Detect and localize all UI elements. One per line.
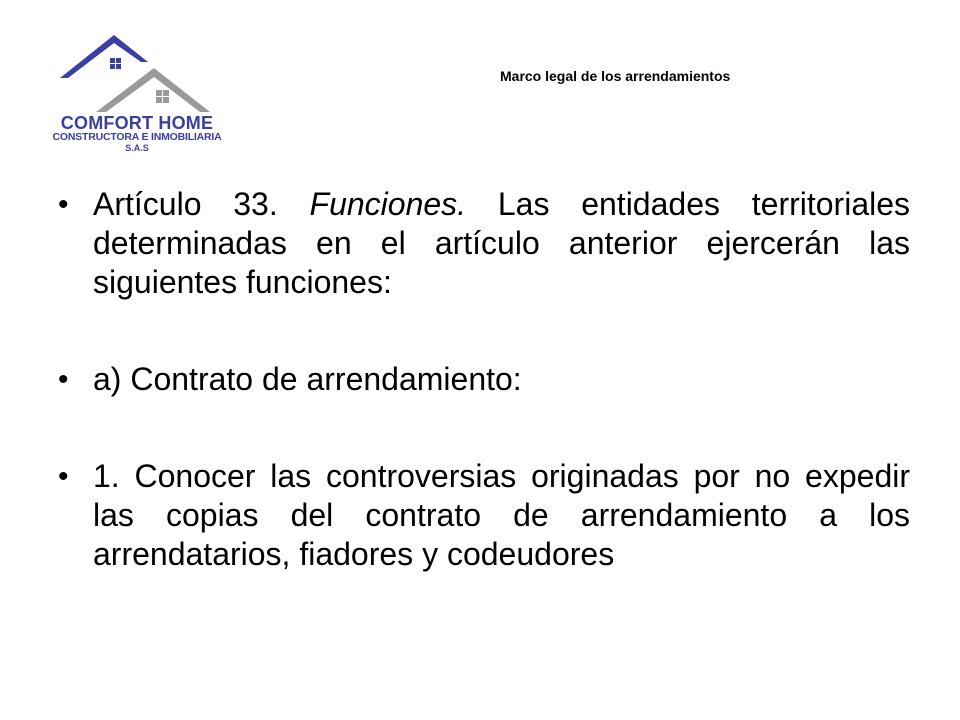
bullet-item-1: • 1. Conocer las controversias originadas por no expedir las copias del contrato de arrendamiento a los arrendatarios, fiadores y codeudores	[58, 457, 910, 574]
logo-subtitle: CONSTRUCTORA E INMOBILIARIA	[52, 131, 222, 143]
logo-brand-name: COMFORT HOME	[60, 113, 214, 133]
company-logo	[52, 30, 222, 158]
house-roof-icon	[52, 30, 222, 120]
article-text: Las entidades territoriales determinadas en el artículo anterior ejercerán las siguientes funciones:	[93, 186, 911, 300]
bullet-list	[58, 185, 910, 574]
article-number: Artículo 33.	[93, 186, 278, 222]
bullet-article-33	[58, 185, 910, 302]
logo-sas: S.A.S	[125, 143, 149, 153]
bullet-contract: • a) Contrato de arrendamiento:	[58, 360, 910, 399]
article-heading: Funciones.	[309, 186, 467, 222]
logo-text	[52, 114, 222, 153]
page-title: Marco legal de los arrendamientos	[500, 68, 731, 84]
